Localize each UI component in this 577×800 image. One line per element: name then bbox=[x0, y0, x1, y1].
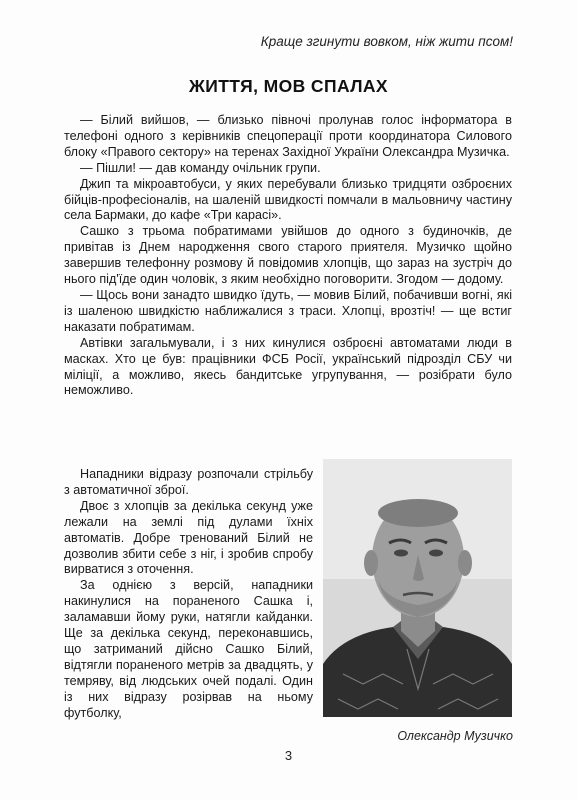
portrait-figure bbox=[323, 459, 512, 719]
paragraph: — Щось вони занадто швидко їдуть, — мовив Білий, побачивши вогні, які із шаленою швидкістю наближалися з траси. Хлопці, врозтіч! — ще встиг наказати побратимам. bbox=[64, 287, 512, 334]
figure-caption: Олександр Музичко bbox=[397, 729, 513, 743]
paragraph: — Пішли! — дав команду очільник групи. bbox=[80, 160, 321, 175]
paragraph: Нападники відразу розпочали стрільбу з автоматичної зброї. bbox=[64, 467, 313, 497]
portrait-photo bbox=[323, 459, 512, 717]
paragraph: За однією з версій, нападники накинулися на пораненого Сашка і, заламавши йому руки, натягли кайданки. Ще за декілька секунд, переконавшись, що затриманий дійсно Сашко Білий, відтягли пораненого метрів за двадцять, у темряву, від людських очей подалі. Один із них відразу розірвав на ньому футболку, bbox=[64, 578, 313, 720]
paragraph: Автівки загальмували, і з них кинулися озброєні автоматами люди в масках. Хто це був: працівники ФСБ Росії, український підрозділ СБУ чи міліції, а можливо, якесь бандитське угрупування, — розібрати було неможливо. bbox=[64, 335, 512, 398]
epigraph: Краще згинути вовком, ніж жити псом! bbox=[260, 34, 513, 49]
main-text bbox=[64, 113, 512, 399]
paragraph: Двоє з хлопців за декілька секунд уже лежали на землі під дулами їхніх автоматів. Добре тренований Білий не дозволив збити себе з ніг, і зробив спробу вирватися з оточення. bbox=[64, 498, 313, 577]
paragraph: — Білий вийшов, — близько півночі пролунав голос інформатора в телефоні одного з керівників спецоперації проти координатора Силового блоку «Правого сектору» на теренах Західної України Олександра Музичка. bbox=[64, 113, 512, 159]
portrait-photo-icon bbox=[323, 459, 512, 717]
paragraph: Сашко з трьома побратимами увійшов до одного з будиночків, де привітав із Днем народження свого старого приятеля. Музичко щойно завершив телефонну розмову й повідомив хлопців, що зараз на зустріч до нього під'їде один чоловік, з яким необхідно поговорити. Згодом — додому. bbox=[64, 224, 512, 287]
paragraph: Джип та мікроавтобуси, у яких перебували близько тридцяти озброєних бійців-професіоналів, на шаленій швидкості помчали в мальовничу частину села Бармаки, до кафе «Три карасі». bbox=[64, 176, 512, 223]
chapter-title: ЖИТТЯ, МОВ СПАЛАХ bbox=[189, 76, 388, 96]
text-with-figure bbox=[64, 467, 512, 723]
page-number: 3 bbox=[284, 748, 293, 763]
